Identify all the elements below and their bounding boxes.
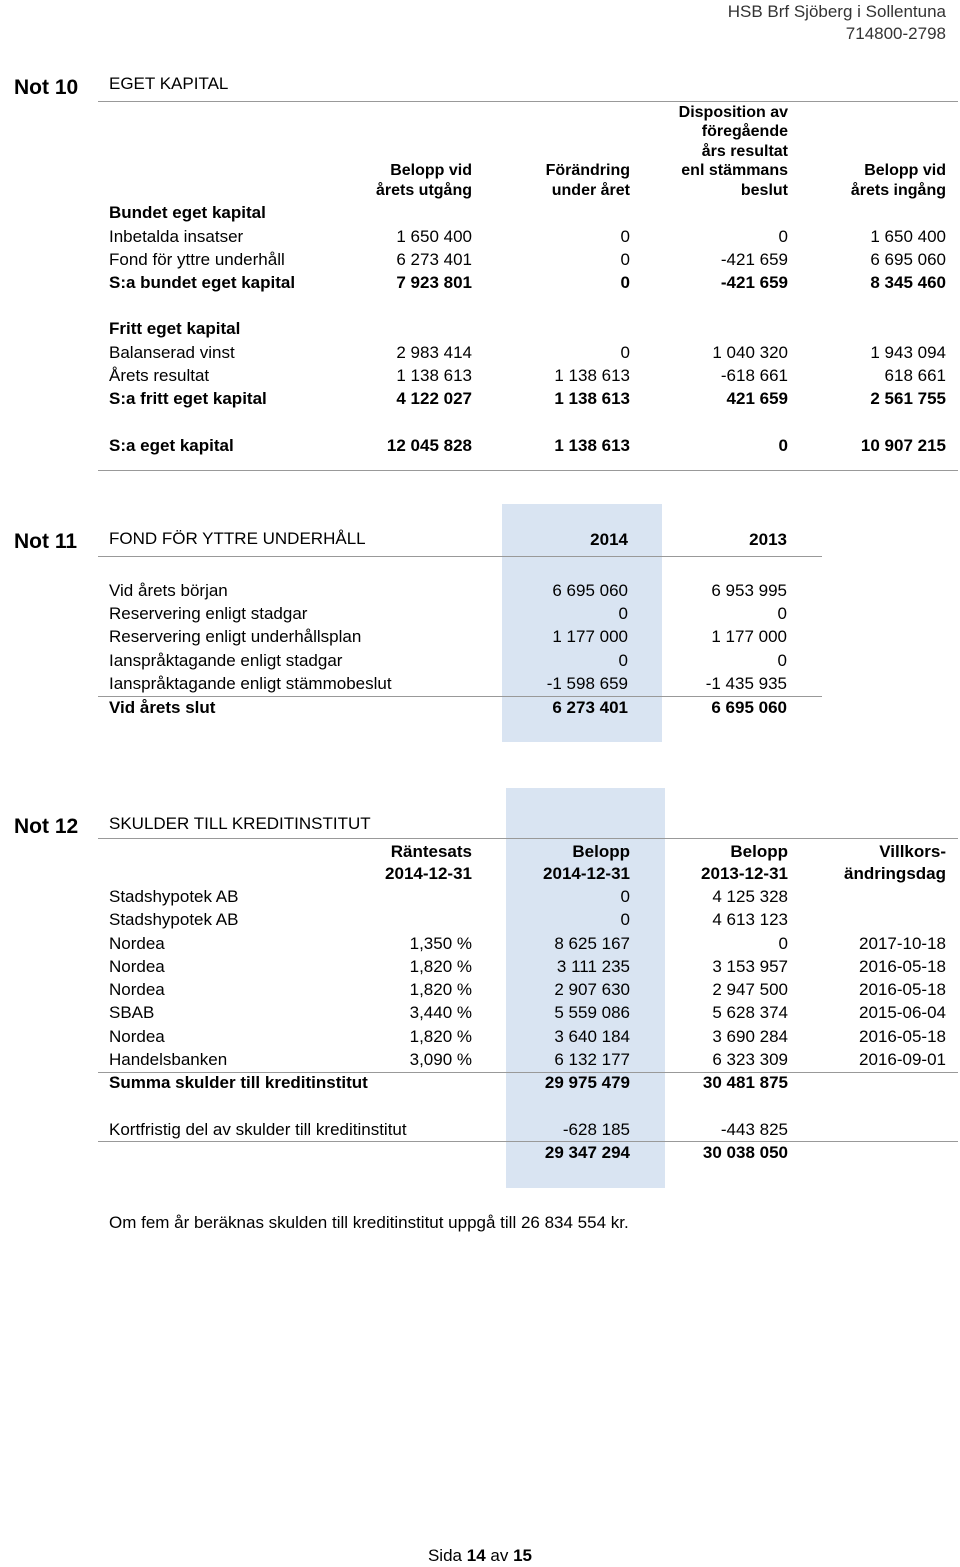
table-cell: 4 122 027 xyxy=(396,389,472,408)
table-cell: 3 690 284 xyxy=(712,1027,788,1046)
not10-rule xyxy=(98,101,958,102)
table-cell: 618 661 xyxy=(884,366,946,385)
table-cell: 2 947 500 xyxy=(712,980,788,999)
table-cell: -421 659 xyxy=(720,250,788,269)
table-row-label: Kortfristig del av skulder till kreditinstitut xyxy=(109,1120,407,1139)
table-row-label: Vid årets början xyxy=(109,581,228,600)
table-row-label: Nordea xyxy=(109,934,165,953)
page-footer: Sida 14 av 15 xyxy=(427,1546,533,1565)
table-cell: 2 907 630 xyxy=(554,980,630,999)
not12-short-rule xyxy=(98,1141,958,1142)
table-cell: 0 xyxy=(620,273,630,292)
table-row-label: Fond för yttre underhåll xyxy=(109,250,285,269)
table-cell: 1 040 320 xyxy=(712,343,788,362)
table-cell: 6 273 401 xyxy=(552,698,628,717)
table-row-label: Nordea xyxy=(109,957,165,976)
not12-rule xyxy=(98,838,958,839)
table-row-label: Summa skulder till kreditinstitut xyxy=(109,1073,368,1092)
table-cell: 2 983 414 xyxy=(396,343,472,362)
table-cell: 1,820 % xyxy=(409,957,472,976)
not11-column-header: 2014 xyxy=(590,530,628,549)
table-row-label: S:a eget kapital xyxy=(109,436,234,455)
table-cell: 0 xyxy=(620,910,630,929)
table-row-label: S:a bundet eget kapital xyxy=(109,273,296,292)
table-cell: 30 038 050 xyxy=(702,1143,788,1162)
table-cell: 2016-05-18 xyxy=(859,957,946,976)
not10-column-header: Förändring under året xyxy=(545,162,630,199)
not11-title: FOND FÖR YTTRE UNDERHÅLL xyxy=(109,529,366,548)
table-cell: 29 347 294 xyxy=(544,1143,630,1162)
table-cell: 1 650 400 xyxy=(396,227,472,246)
table-cell: 8 625 167 xyxy=(554,934,630,953)
table-row-label: Reservering enligt underhållsplan xyxy=(109,627,362,646)
org-number: 714800-2798 xyxy=(845,24,946,43)
table-cell: 6 695 060 xyxy=(711,698,787,717)
table-row-label: S:a fritt eget kapital xyxy=(109,389,267,408)
table-row-label: Balanserad vinst xyxy=(109,343,235,362)
table-cell: 0 xyxy=(620,250,630,269)
not12-column-header: 2014-12-31 xyxy=(385,864,472,883)
not12-column-header: Räntesats xyxy=(390,842,472,861)
table-row-label: Ianspråktagande enligt stämmobeslut xyxy=(109,674,392,693)
table-cell: 0 xyxy=(777,651,787,670)
table-cell: 6 273 401 xyxy=(396,250,472,269)
table-cell: 1,820 % xyxy=(409,1027,472,1046)
table-cell: 0 xyxy=(778,436,788,455)
not12-column-header: 2014-12-31 xyxy=(543,864,630,883)
table-cell: 10 907 215 xyxy=(860,436,946,455)
table-cell: 3,090 % xyxy=(409,1050,472,1069)
table-row-label: Bundet eget kapital xyxy=(109,203,266,222)
table-cell: 2015-06-04 xyxy=(859,1003,946,1022)
table-cell: 1 138 613 xyxy=(396,366,472,385)
not11-column-header: 2013 xyxy=(749,530,787,549)
table-cell: 3,440 % xyxy=(409,1003,472,1022)
table-cell: 7 923 801 xyxy=(396,273,472,292)
table-cell: 2016-09-01 xyxy=(859,1050,946,1069)
table-cell: 1,350 % xyxy=(409,934,472,953)
table-cell: 2 561 755 xyxy=(870,389,946,408)
table-cell: 5 628 374 xyxy=(712,1003,788,1022)
table-row-label: Nordea xyxy=(109,1027,165,1046)
table-cell: -1 435 935 xyxy=(705,674,787,693)
table-cell: 6 323 309 xyxy=(712,1050,788,1069)
table-cell: 12 045 828 xyxy=(386,436,472,455)
table-cell: 29 975 479 xyxy=(544,1073,630,1092)
table-row-label: Stadshypotek AB xyxy=(109,887,239,906)
table-row-label: Nordea xyxy=(109,980,165,999)
table-cell: 3 111 235 xyxy=(556,957,630,976)
not12-column-header: 2013-12-31 xyxy=(701,864,788,883)
not12-title: SKULDER TILL KREDITINSTITUT xyxy=(109,814,371,833)
not12-column-header: ändringsdag xyxy=(843,864,946,883)
table-cell: 0 xyxy=(777,604,787,623)
not10-title: EGET KAPITAL xyxy=(109,74,229,93)
table-row-label: Inbetalda insatser xyxy=(109,227,244,246)
not10-bottom-rule xyxy=(98,470,958,471)
table-row-label: Stadshypotek AB xyxy=(109,910,239,929)
not11-label: Not 11 xyxy=(14,530,78,553)
table-cell: 0 xyxy=(620,227,630,246)
table-cell: 1,820 % xyxy=(409,980,472,999)
table-cell: 2016-05-18 xyxy=(859,980,946,999)
table-cell: 0 xyxy=(778,227,788,246)
not12-column-header: Villkors- xyxy=(879,842,946,861)
table-cell: 0 xyxy=(620,343,630,362)
not12-column-header: Belopp xyxy=(572,842,630,861)
table-cell: 3 153 957 xyxy=(712,957,788,976)
not10-column-header: Belopp vid årets ingång xyxy=(850,162,946,199)
not11-sum-rule xyxy=(98,696,822,697)
table-cell: -421 659 xyxy=(720,273,788,292)
table-cell: 0 xyxy=(618,604,628,623)
table-cell: 6 695 060 xyxy=(552,581,628,600)
table-row-label: SBAB xyxy=(109,1003,155,1022)
table-row-label: Ianspråktagande enligt stadgar xyxy=(109,651,343,670)
not12-sum-rule xyxy=(98,1072,958,1073)
not12-label: Not 12 xyxy=(14,815,79,838)
table-cell: 1 138 613 xyxy=(554,436,630,455)
table-cell: 30 481 875 xyxy=(702,1073,788,1092)
table-cell: -618 661 xyxy=(720,366,788,385)
table-cell: -1 598 659 xyxy=(546,674,628,693)
not11-rule xyxy=(98,556,822,557)
table-cell: -443 825 xyxy=(720,1120,788,1139)
table-row-label: Fritt eget kapital xyxy=(109,319,241,338)
table-row-label: Handelsbanken xyxy=(109,1050,228,1069)
table-cell: 1 177 000 xyxy=(552,627,628,646)
table-cell: 5 559 086 xyxy=(554,1003,630,1022)
not12-footnote: Om fem år beräknas skulden till kreditinstitut uppgå till 26 834 554 kr. xyxy=(109,1213,629,1232)
table-cell: 1 650 400 xyxy=(870,227,946,246)
table-row-label: Årets resultat xyxy=(109,366,210,385)
table-cell: -628 185 xyxy=(562,1120,630,1139)
table-cell: 4 613 123 xyxy=(712,910,788,929)
table-cell: 0 xyxy=(620,887,630,906)
not10-column-header: Disposition av föregående års resultat enl stämmans beslut xyxy=(678,103,788,199)
table-cell: 2017-10-18 xyxy=(859,934,946,953)
table-cell: 1 138 613 xyxy=(554,389,630,408)
table-cell: 6 695 060 xyxy=(870,250,946,269)
table-cell: 6 132 177 xyxy=(554,1050,630,1069)
not12-column-header: Belopp xyxy=(730,842,788,861)
table-row-label: Vid årets slut xyxy=(109,698,216,717)
table-cell: 8 345 460 xyxy=(870,273,946,292)
table-cell: 0 xyxy=(778,934,788,953)
table-cell: 6 953 995 xyxy=(711,581,787,600)
table-cell: 4 125 328 xyxy=(712,887,788,906)
table-cell: 421 659 xyxy=(726,389,788,408)
table-row-label: Reservering enligt stadgar xyxy=(109,604,308,623)
table-cell: 2016-05-18 xyxy=(859,1027,946,1046)
table-cell: 1 943 094 xyxy=(870,343,946,362)
table-cell: 3 640 184 xyxy=(554,1027,630,1046)
table-cell: 1 177 000 xyxy=(711,627,787,646)
table-cell: 1 138 613 xyxy=(554,366,630,385)
not10-label: Not 10 xyxy=(14,76,79,99)
org-name: HSB Brf Sjöberg i Sollentuna xyxy=(727,2,946,21)
table-cell: 0 xyxy=(618,651,628,670)
not10-column-header: Belopp vid årets utgång xyxy=(375,162,472,199)
